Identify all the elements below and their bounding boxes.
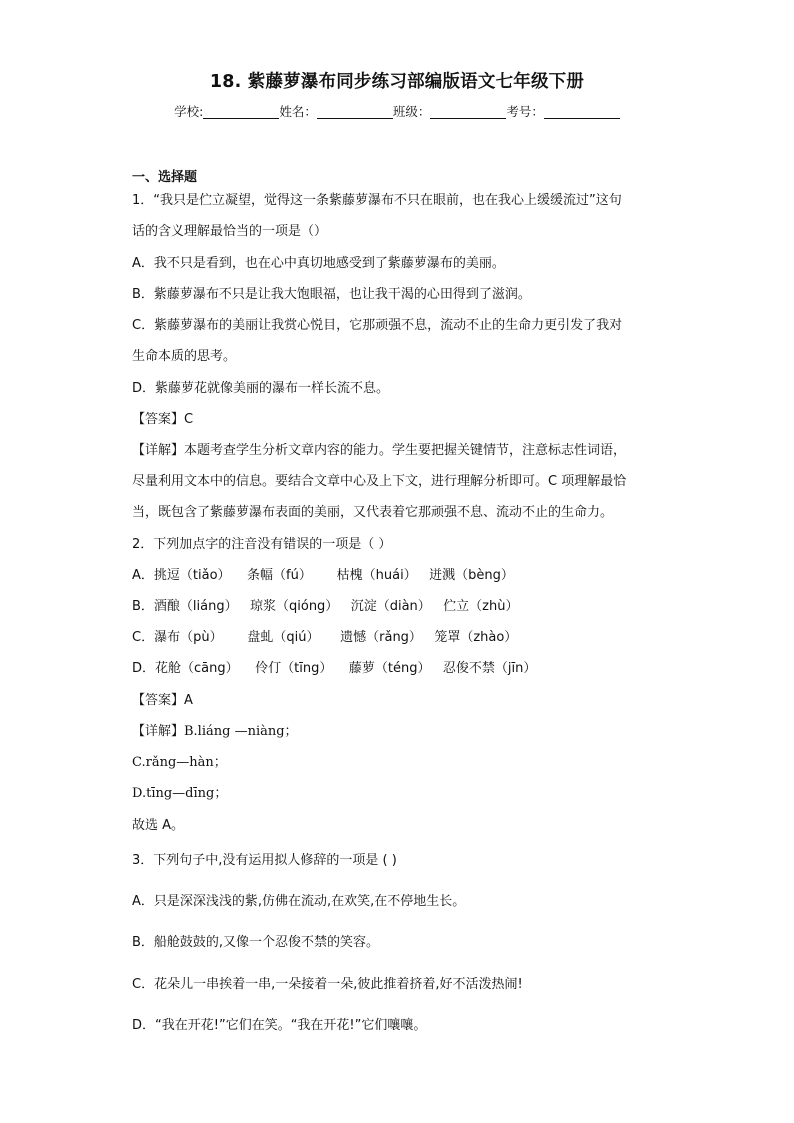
- q2-detail-line4: 故选 A。: [132, 818, 185, 833]
- q1-stem-line2: 话的含义理解最恰当的一项是（）: [132, 224, 328, 239]
- q3-option-b: B．船舱鼓鼓的,又像一个忍俊不禁的笑容。: [132, 935, 380, 950]
- q2-detail-line2: C.rǎng—hàn；: [132, 755, 227, 770]
- q1-answer: 【答案】C: [132, 412, 194, 427]
- q1-detail-line2: 尽量利用文本中的信息。要结合文章中心及上下文，进行理解分析即可。C 项理解最恰: [132, 474, 627, 489]
- q2-detail-line1: 【详解】B.liáng —niàng；: [132, 724, 298, 739]
- q2-option-c: C．瀑布（pù） 盘虬（qiú） 遗憾（rǎng） 笼罩（zhào）: [132, 630, 518, 645]
- page-title: 18. 紫藤萝瀑布同步练习部编版语文七年级下册: [209, 72, 585, 92]
- q2-detail-line3: D.tīng—dīng；: [132, 786, 228, 801]
- q2-option-d: D．花舱（cāng） 伶仃（tīng） 藤萝（téng） 忍俊不禁（jīn）: [132, 661, 537, 676]
- q3-option-c: C．花朵儿一串挨着一串,一朵接着一朵,彼此推着挤着,好不活泼热闹!: [132, 977, 523, 992]
- q1-option-c-line2: 生命本质的思考。: [132, 349, 237, 364]
- number-blank: [544, 104, 620, 119]
- q3-stem: 3．下列句子中,没有运用拟人修辞的一项是 ( ): [132, 853, 397, 868]
- name-blank: [317, 104, 393, 119]
- class-label: 班级：: [392, 104, 431, 119]
- q2-option-b: B．酒酿（liáng） 琼浆（qióng） 沉淀（diàn） 伫立（zhù）: [132, 599, 519, 614]
- q1-detail-line3: 当，既包含了紫藤萝瀑布表面的美丽，又代表着它那顽强不息、流动不止的生命力。: [132, 505, 614, 520]
- name-label: 姓名：: [279, 104, 317, 119]
- q1-option-c-line1: C．紫藤萝瀑布的美丽让我赏心悦目，它那顽强不息，流动不止的生命力更引发了我对: [132, 318, 623, 333]
- q1-stem-line1: 1．“我只是伫立凝望，觉得这一条紫藤萝瀑布不只在眼前，也在我心上缓缓流过”这句: [132, 193, 622, 208]
- student-info-line: [0, 102, 794, 120]
- q1-option-b: B．紫藤萝瀑布不只是让我大饱眼福，也让我干渴的心田得到了滋润。: [132, 287, 531, 302]
- section-title: 一、选择题: [132, 170, 198, 185]
- q2-option-a: A．挑逗（tiǎo） 条幅（fú） 枯槐（huái） 迸溅（bèng）: [132, 568, 514, 583]
- q2-stem: 2．下列加点字的注音没有错误的一项是（ ）: [132, 537, 392, 552]
- school-label: 学校:: [174, 104, 204, 119]
- q2-answer: 【答案】A: [132, 693, 193, 708]
- q1-detail-line1: 【详解】本题考查学生分析文章内容的能力。学生要把握关键情节，注意标志性词语，: [132, 443, 627, 458]
- number-label: 考号：: [506, 104, 544, 119]
- q3-option-d: D．“我在开花!”它们在笑。“我在开花!”它们嚷嚷。: [132, 1018, 427, 1033]
- school-blank: [203, 104, 279, 119]
- q3-option-a: A．只是深深浅浅的紫,仿佛在流动,在欢笑,在不停地生长。: [132, 894, 466, 909]
- q1-option-a: A．我不只是看到，也在心中真切地感受到了紫藤萝瀑布的美丽。: [132, 256, 505, 271]
- q1-option-d: D．紫藤萝花就像美丽的瀑布一样长流不息。: [132, 381, 390, 396]
- class-blank: [430, 104, 506, 119]
